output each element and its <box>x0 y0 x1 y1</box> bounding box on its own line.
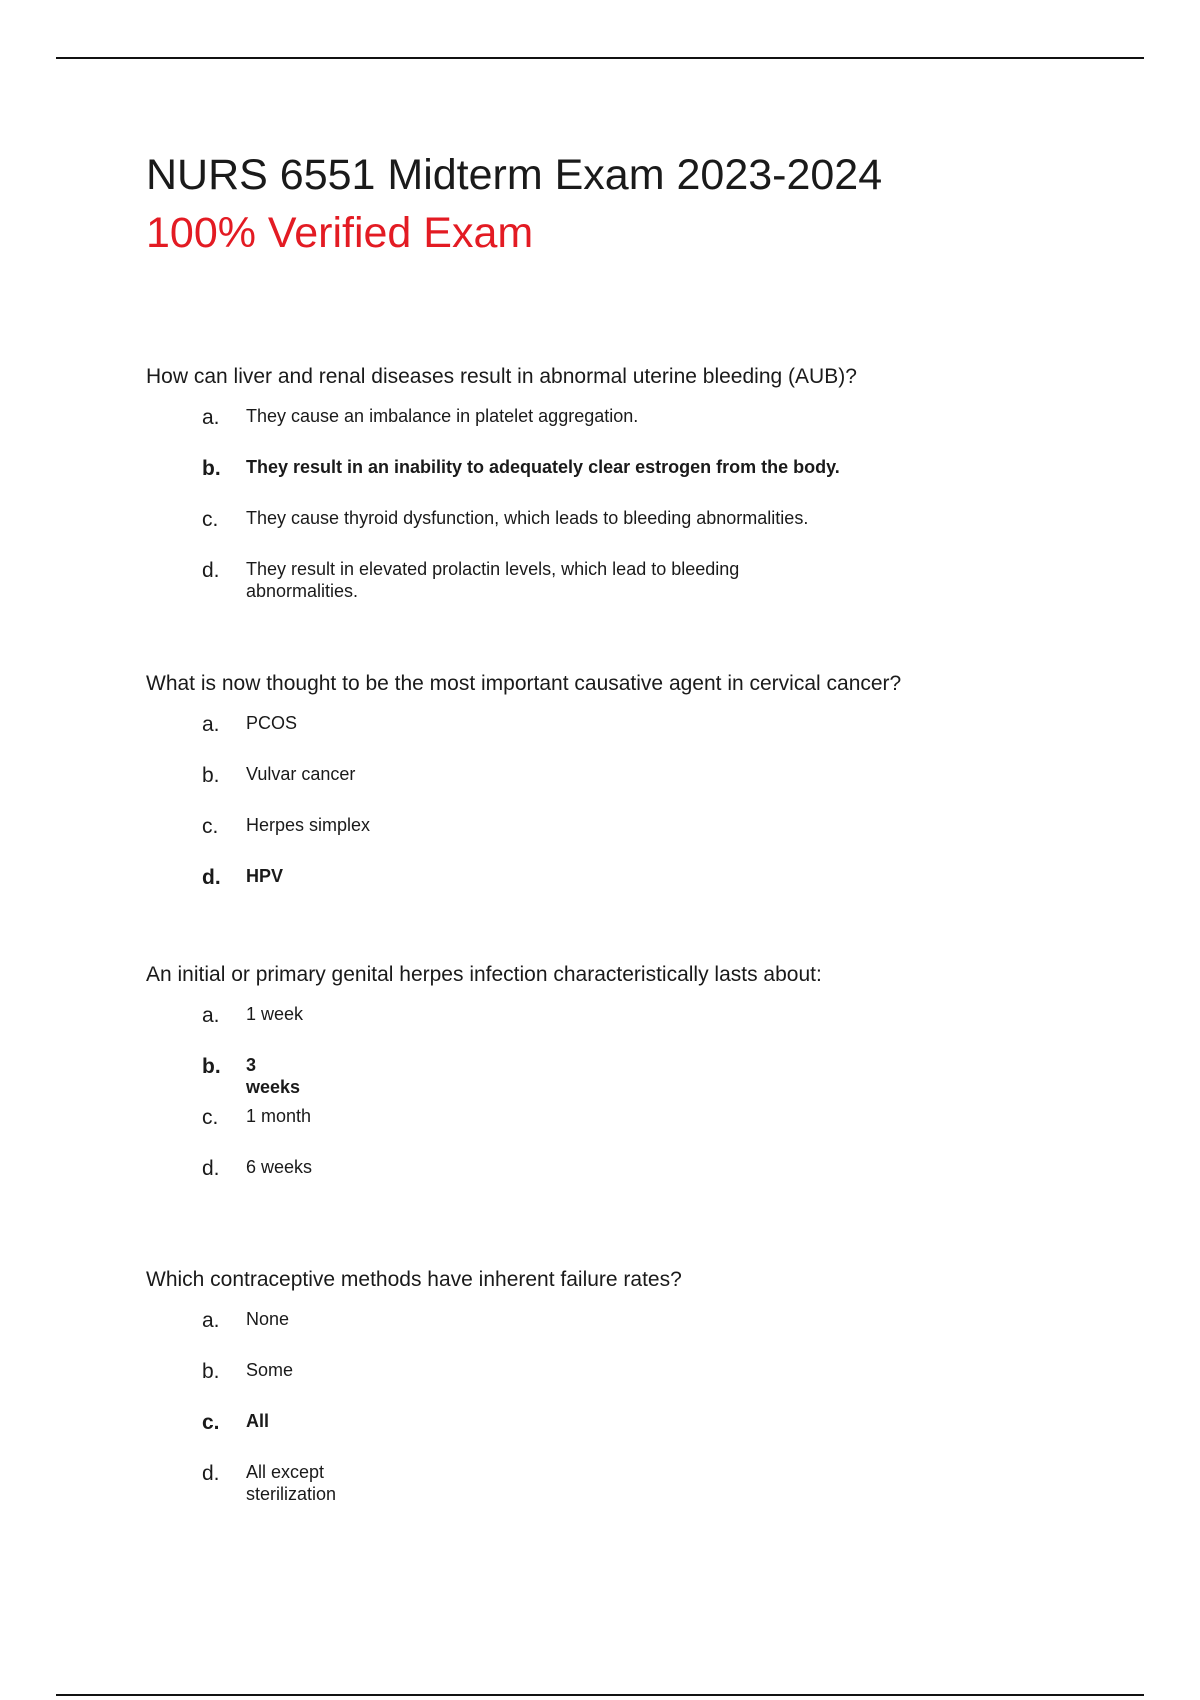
question-3 <box>146 961 1146 1205</box>
option-text: 3 weeks <box>246 1055 301 1097</box>
option-c <box>146 1103 1146 1154</box>
option-text: Herpes simplex <box>246 815 371 835</box>
option-text: HPV <box>246 866 284 886</box>
option-text: They result in an inability to adequately clear estrogen from the body. <box>246 457 840 477</box>
option-b <box>146 1357 1146 1408</box>
option-letter: b. <box>202 1055 221 1078</box>
option-text: All <box>246 1411 270 1431</box>
option-text: Vulvar cancer <box>246 764 356 784</box>
question-text: What is now thought to be the most important causative agent in cervical cancer? <box>146 672 902 695</box>
option-letter: a. <box>202 1309 220 1332</box>
option-a <box>146 403 1146 454</box>
option-d-correct <box>146 863 1146 914</box>
option-letter: b. <box>202 1360 220 1383</box>
option-d <box>146 556 1146 607</box>
option-a <box>146 1001 1146 1052</box>
header-rule <box>56 57 1144 59</box>
question-text: Which contraceptive methods have inherent failure rates? <box>146 1268 682 1291</box>
option-letter: d. <box>202 866 221 889</box>
option-text: None <box>246 1309 290 1329</box>
question-4 <box>146 1266 1146 1510</box>
page-title: NURS 6551 Midterm Exam 2023-2024 <box>146 151 883 199</box>
option-text: All except sterilization <box>246 1462 337 1504</box>
option-text: They result in elevated prolactin levels, which lead to bleeding abnormalities. <box>246 559 740 601</box>
question-2 <box>146 670 1146 914</box>
option-letter: a. <box>202 713 220 736</box>
option-text: They cause thyroid dysfunction, which leads to bleeding abnormalities. <box>246 508 809 528</box>
option-letter: b. <box>202 764 220 787</box>
option-c <box>146 812 1146 863</box>
option-text: Some <box>246 1360 294 1380</box>
question-text: How can liver and renal diseases result in abnormal uterine bleeding (AUB)? <box>146 365 857 388</box>
option-letter: d. <box>202 559 220 582</box>
option-letter: c. <box>202 1411 220 1434</box>
option-letter: a. <box>202 1004 220 1027</box>
question-1 <box>146 363 1146 607</box>
option-c <box>146 505 1146 556</box>
option-b-correct <box>146 454 1146 505</box>
option-text: 6 weeks <box>246 1157 313 1177</box>
option-text: They cause an imbalance in platelet aggregation. <box>246 406 639 426</box>
option-letter: d. <box>202 1462 220 1485</box>
option-c-correct <box>146 1408 1146 1459</box>
option-letter: b. <box>202 457 221 480</box>
question-text: An initial or primary genital herpes infection characteristically lasts about: <box>146 963 822 986</box>
option-letter: c. <box>202 815 219 838</box>
option-letter: c. <box>202 1106 219 1129</box>
option-d <box>146 1154 1146 1205</box>
option-b-correct <box>146 1052 1146 1103</box>
option-b <box>146 761 1146 812</box>
footer-rule <box>56 1694 1144 1696</box>
option-a <box>146 710 1146 761</box>
title-block <box>146 146 882 262</box>
option-text: 1 week <box>246 1004 304 1024</box>
option-d <box>146 1459 1146 1510</box>
page-subtitle: 100% Verified Exam <box>146 209 534 257</box>
option-a <box>146 1306 1146 1357</box>
option-text: PCOS <box>246 713 298 733</box>
option-letter: a. <box>202 406 220 429</box>
option-text: 1 month <box>246 1106 312 1126</box>
option-letter: d. <box>202 1157 220 1180</box>
option-letter: c. <box>202 508 219 531</box>
